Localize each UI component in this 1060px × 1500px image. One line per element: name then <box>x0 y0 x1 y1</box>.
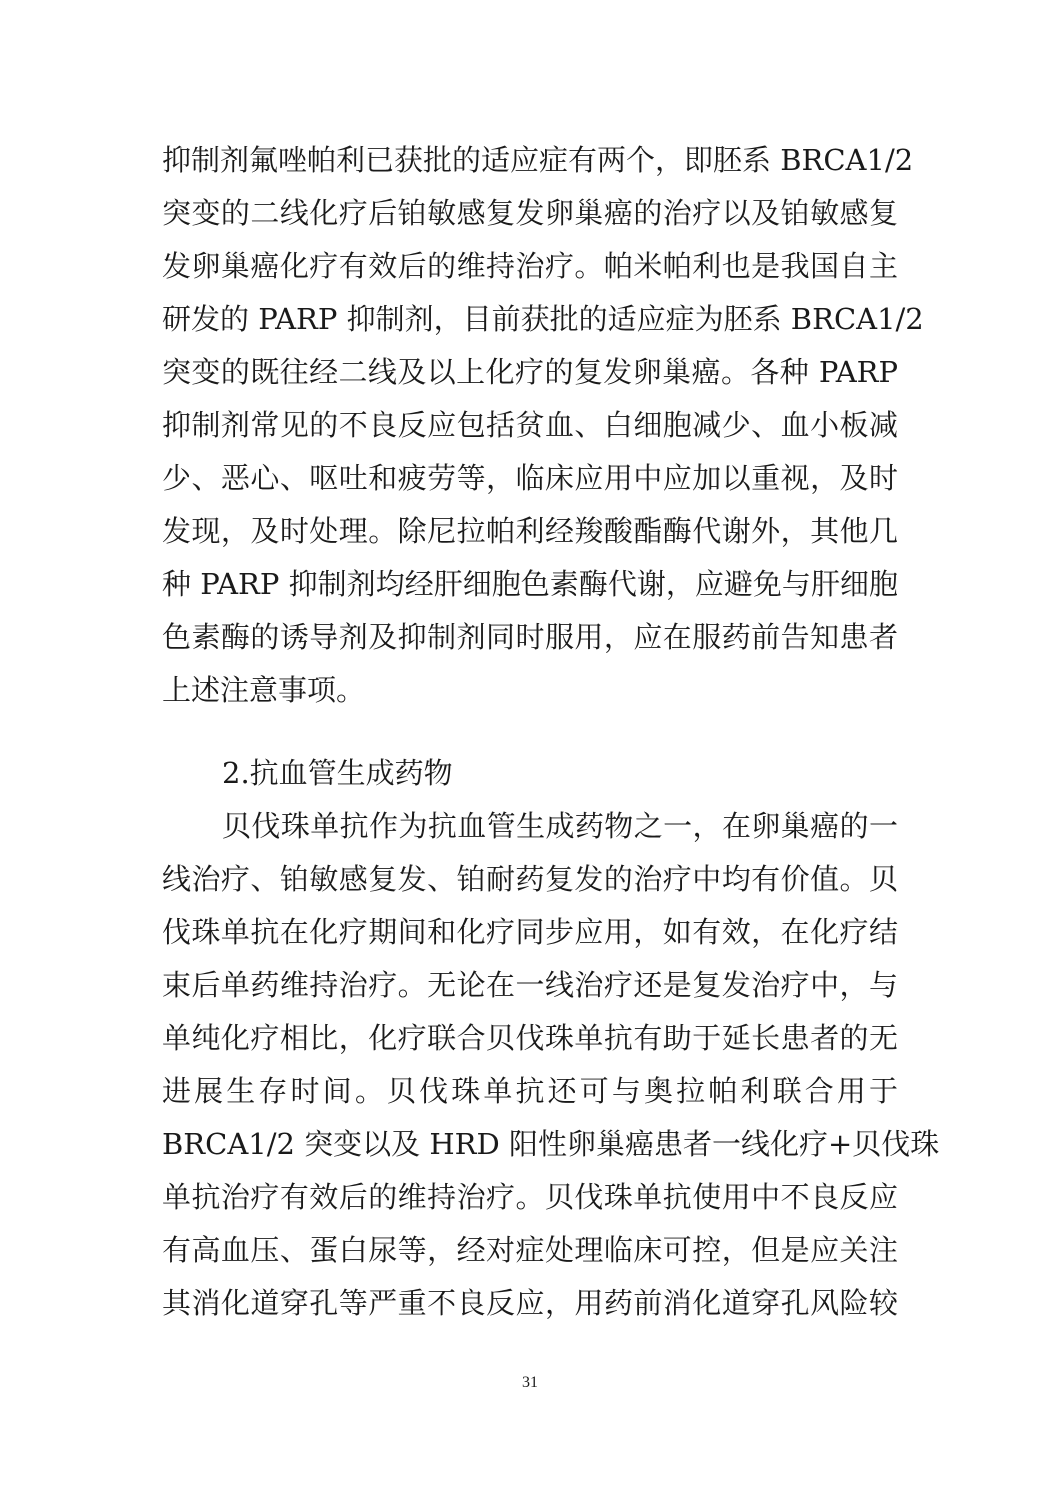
text-line: 少、恶心、呕吐和疲劳等，临床应用中应加以重视，及时 <box>162 461 898 495</box>
text-line: 其消化道穿孔等严重不良反应，用药前消化道穿孔风险较 <box>162 1286 898 1320</box>
text-line: 单纯化疗相比，化疗联合贝伐珠单抗有助于延长患者的无 <box>162 1021 898 1055</box>
paragraph <box>162 138 924 721</box>
text-line: 上述注意事项。 <box>162 673 366 707</box>
text-line: 色素酶的诱导剂及抑制剂同时服用，应在服药前告知患者 <box>162 620 898 654</box>
text-line: 种 PARP 抑制剂均经肝细胞色素酶代谢，应避免与肝细胞 <box>162 567 898 601</box>
text-line: 束后单药维持治疗。无论在一线治疗还是复发治疗中，与 <box>162 968 898 1002</box>
page-number: 31 <box>522 1374 538 1391</box>
text-line: BRCA1/2 突变以及 HRD 阳性卵巢癌患者一线化疗+贝伐珠 <box>162 1127 940 1161</box>
text-line: 进展生存时间。贝伐珠单抗还可与奥拉帕利联合用于 <box>162 1074 898 1108</box>
paragraph <box>162 804 940 1334</box>
section-heading: 2.抗血管生成药物 <box>222 756 453 790</box>
text-line: 贝伐珠单抗作为抗血管生成药物之一，在卵巢癌的一 <box>222 809 898 843</box>
text-line: 抑制剂氟唑帕利已获批的适应症有两个，即胚系 BRCA1/2 <box>162 143 914 177</box>
text-line: 有高血压、蛋白尿等，经对症处理临床可控，但是应关注 <box>162 1233 898 1267</box>
text-line: 发卵巢癌化疗有效后的维持治疗。帕米帕利也是我国自主 <box>162 249 898 283</box>
text-line: 线治疗、铂敏感复发、铂耐药复发的治疗中均有价值。贝 <box>162 862 898 896</box>
text-line: 发现，及时处理。除尼拉帕利经羧酸酯酶代谢外，其他几 <box>162 514 898 548</box>
text-line: 单抗治疗有效后的维持治疗。贝伐珠单抗使用中不良反应 <box>162 1180 898 1214</box>
document-body <box>162 138 940 1334</box>
text-line: 突变的二线化疗后铂敏感复发卵巢癌的治疗以及铂敏感复 <box>162 196 898 230</box>
text-line: 突变的既往经二线及以上化疗的复发卵巢癌。各种 PARP <box>162 355 898 389</box>
text-line: 抑制剂常见的不良反应包括贫血、白细胞减少、血小板减 <box>162 408 898 442</box>
text-line: 伐珠单抗在化疗期间和化疗同步应用，如有效，在化疗结 <box>162 915 898 949</box>
text-line: 研发的 PARP 抑制剂，目前获批的适应症为胚系 BRCA1/2 <box>162 302 924 336</box>
